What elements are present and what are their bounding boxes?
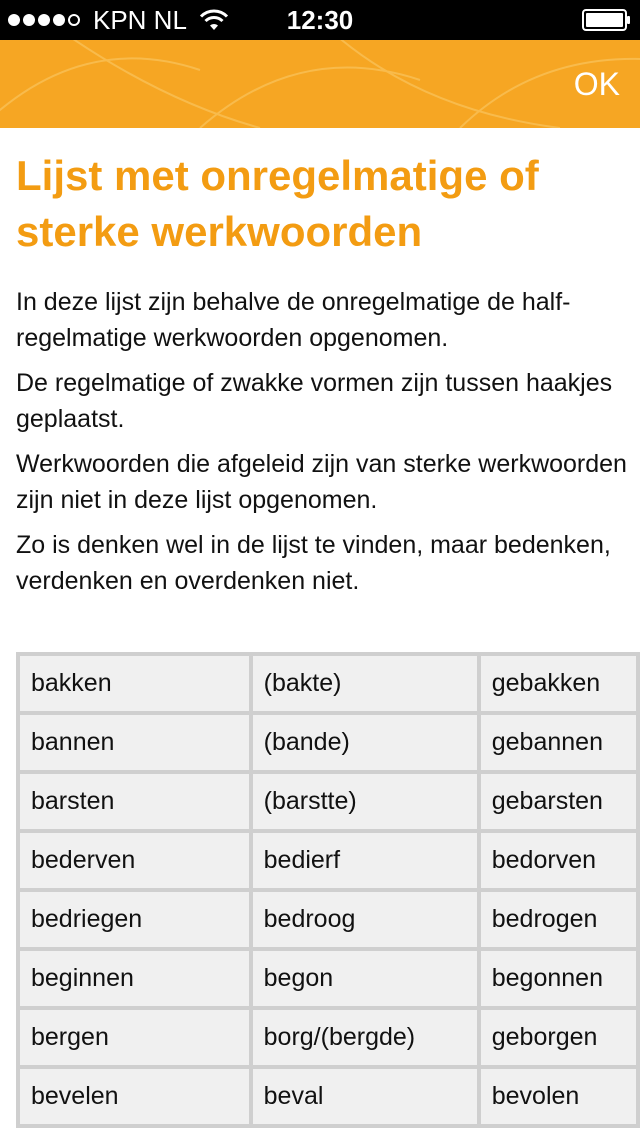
infinitive-cell: bevelen	[20, 1069, 249, 1124]
intro-paragraph: De regelmatige of zwakke vormen zijn tussen haakjes geplaatst.	[16, 369, 613, 433]
infinitive-cell: bedriegen	[20, 892, 249, 947]
table-row	[20, 833, 636, 888]
infinitive-cell: beginnen	[20, 951, 249, 1006]
nav-bar	[0, 40, 640, 128]
infinitive-cell: bederven	[20, 833, 249, 888]
past-tense-cell: (barstte)	[253, 774, 477, 829]
infinitive-cell: bannen	[20, 715, 249, 770]
status-time: 12:30	[286, 5, 354, 35]
past-participle-cell: gebakken	[481, 656, 636, 711]
past-tense-cell: beval	[253, 1069, 477, 1124]
past-participle-cell: gebannen	[481, 715, 636, 770]
table-row	[20, 951, 636, 1006]
past-participle-cell: gebarsten	[481, 774, 636, 829]
infinitive-cell: barsten	[20, 774, 249, 829]
past-participle-cell: begonnen	[481, 951, 636, 1006]
table-row	[20, 1069, 636, 1124]
past-tense-cell: borg/(bergde)	[253, 1010, 477, 1065]
infinitive-cell: bergen	[20, 1010, 249, 1065]
table-row	[20, 1010, 636, 1065]
past-tense-cell: begon	[253, 951, 477, 1006]
verb-table	[16, 652, 640, 1128]
status-bar	[0, 0, 640, 40]
table-row	[20, 892, 636, 947]
nav-background-pattern	[0, 40, 640, 128]
intro-paragraph: Werkwoorden die afgeleid zijn van sterke werkwoorden zijn niet in deze lijst opgenomen.	[16, 450, 627, 514]
past-tense-cell: (bakte)	[253, 656, 477, 711]
table-row	[20, 774, 636, 829]
past-tense-cell: (bande)	[253, 715, 477, 770]
past-participle-cell: bedorven	[481, 833, 636, 888]
past-participle-cell: bedrogen	[481, 892, 636, 947]
carrier-name: KPN NL	[93, 4, 187, 35]
past-participle-cell: bevolen	[481, 1069, 636, 1124]
past-tense-cell: bedierf	[253, 833, 477, 888]
battery-icon	[582, 9, 632, 31]
ok-button[interactable]: OK	[573, 66, 620, 102]
table-row	[20, 715, 636, 770]
intro-paragraph: Zo is denken wel in de lijst te vinden, maar bedenken, verdenken en overdenken niet.	[16, 531, 611, 595]
infinitive-cell: bakken	[20, 656, 249, 711]
table-row	[20, 656, 636, 711]
page-title: Lijst met onregelmatige of sterke werkwoorden	[16, 152, 539, 255]
past-tense-cell: bedroog	[253, 892, 477, 947]
past-participle-cell: geborgen	[481, 1010, 636, 1065]
intro-paragraph: In deze lijst zijn behalve de onregelmatige de half-regelmatige werkwoorden opgenomen.	[16, 288, 571, 352]
